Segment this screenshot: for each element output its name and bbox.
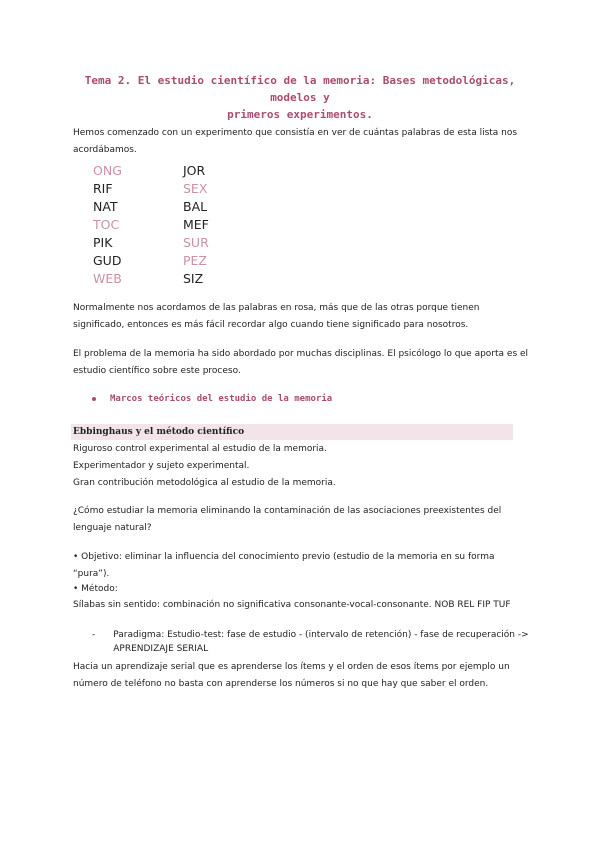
serial-paragraph: Hacia un aprendizaje serial que es aprenderse los ítems y el orden de esos ítems por ejemplo un número de teléfono no basta con aprenderse los números si no que hay que saber el orden. xyxy=(73,662,510,689)
ebbinghaus-lines xyxy=(73,441,533,492)
word-item: GUD xyxy=(93,253,122,268)
bullet-dot-icon xyxy=(92,397,96,401)
word-list xyxy=(93,162,243,288)
word-item: RIF xyxy=(93,181,113,196)
word-item: ONG xyxy=(93,163,122,178)
word-item: MEF xyxy=(183,217,209,232)
ebbinghaus-line: Experimentador y sujeto experimental. xyxy=(73,461,250,471)
intro-paragraph: Hemos comenzado con un experimento que consistía en ver de cuántas palabras de esta lista nos acordábamos. xyxy=(73,128,518,155)
word-item: PIK xyxy=(93,235,113,250)
title-line-1: Tema 2. El estudio científico de la memoria: Bases metodológicas, modelos y xyxy=(84,74,516,104)
word-item: TOC xyxy=(93,217,120,232)
bullet-heading xyxy=(92,394,332,404)
bullet-heading-text: Marcos teóricos del estudio de la memoria xyxy=(110,394,333,404)
paradigma-item xyxy=(92,628,532,656)
word-item: BAL xyxy=(183,199,208,214)
ebbinghaus-line: Riguroso control experimental al estudio de la memoria. xyxy=(73,444,327,454)
section-subheading: Ebbinghaus y el método científico xyxy=(71,424,513,440)
page-title xyxy=(70,72,530,123)
objetivo-paragraph: • Objetivo: eliminar la influencia del conocimiento previo (estudio de la memoria en su forma “pura”). xyxy=(73,552,495,579)
paragraph-problema: El problema de la memoria ha sido abordado por muchas disciplinas. El psicólogo lo que aporta es el estudio científico sobre este proceso. xyxy=(73,349,529,376)
word-item: NAT xyxy=(93,199,118,214)
ebbinghaus-line: Gran contribución metodológica al estudio de la memoria. xyxy=(73,478,336,488)
word-item: SEX xyxy=(183,181,208,196)
metodo-label: • Método: xyxy=(73,584,118,594)
silabas-paragraph: Sílabas sin sentido: combinación no significativa consonante-vocal-consonante. NOB REL FIP TUF xyxy=(73,600,511,610)
word-item: WEB xyxy=(93,271,122,286)
paradigma-text: Paradigma: Estudio-test: fase de estudio - (intervalo de retención) - fase de recuperación -> APRENDIZAJE SERIAL xyxy=(113,630,529,654)
dash-marker: - xyxy=(92,630,96,640)
question-paragraph: ¿Cómo estudiar la memoria eliminando la contaminación de las asociaciones preexistentes del lenguaje natural? xyxy=(73,506,502,533)
title-line-2: primeros experimentos. xyxy=(227,108,373,121)
paragraph-rosa: Normalmente nos acordamos de las palabras en rosa, más que de las otras porque tienen significado, entonces es más fácil recordar algo cuando tiene significado para nosotros. xyxy=(73,303,480,330)
word-item: PEZ xyxy=(183,253,207,268)
word-item: SIZ xyxy=(183,271,204,286)
word-item: SUR xyxy=(183,235,209,250)
word-item: JOR xyxy=(183,163,206,178)
